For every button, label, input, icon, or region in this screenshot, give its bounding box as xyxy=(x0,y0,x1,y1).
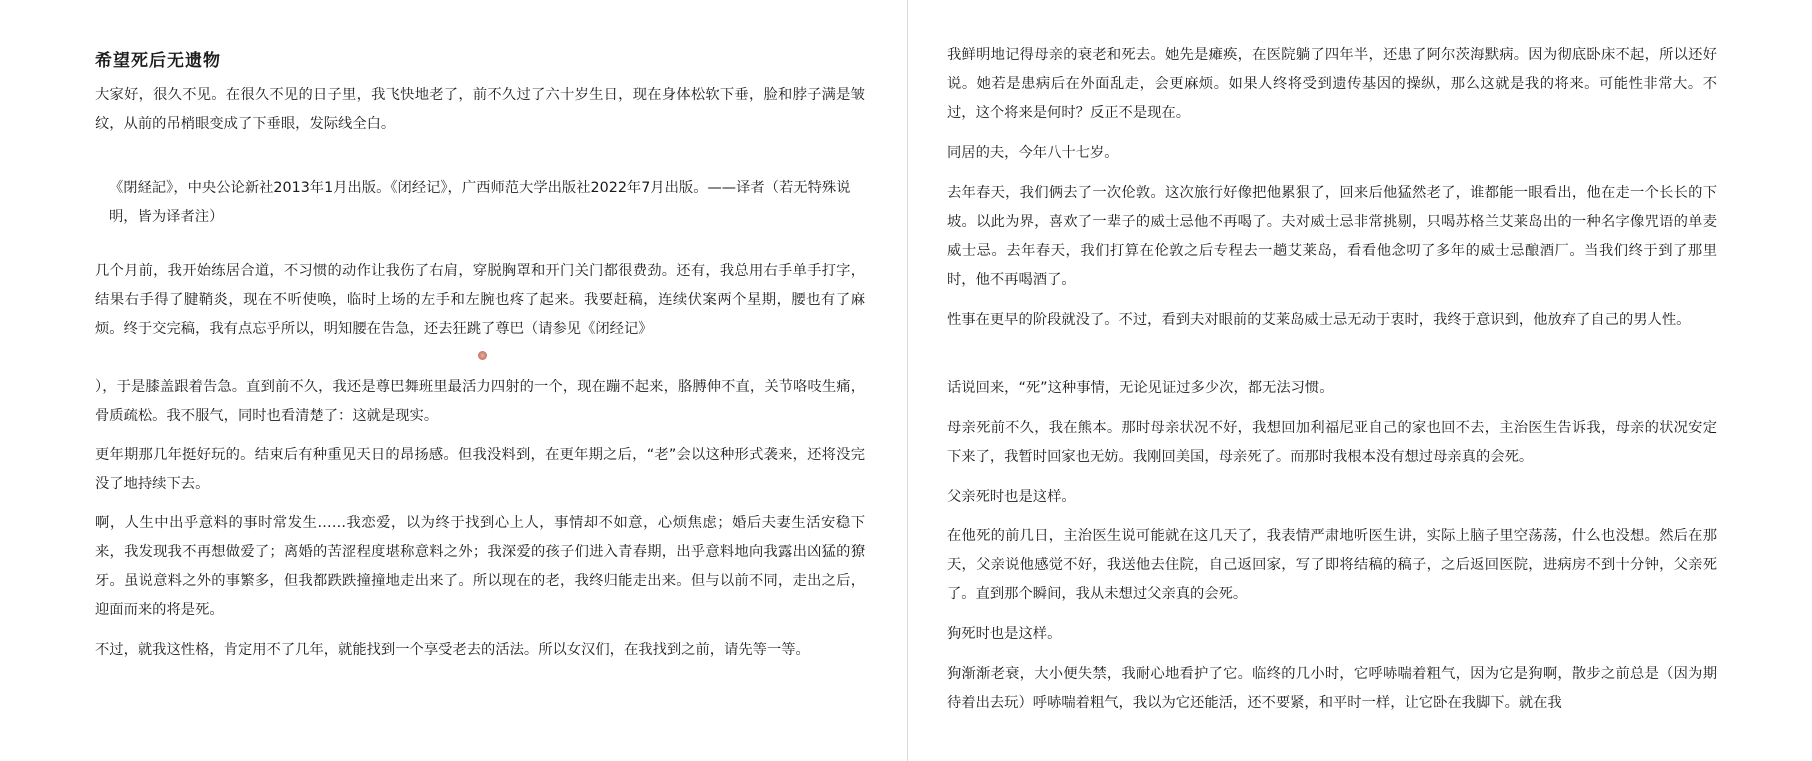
paragraph-mother-death: 母亲死前不久，我在熊本。那时母亲状况不好，我想回加利福尼亚自己的家也回不去，主治医生告诉我，母亲的状况安定下来了，我暂时回家也无妨。我刚回美国，母亲死了。而那时我根本没有想过母亲真的会死。 xyxy=(947,420,1717,465)
footnote-translator: 《閉経記》，中央公论新社2013年1月出版。《闭经记》，广西师范大学出版社2022年7月出版。——译者（若无特殊说明，皆为译者注） xyxy=(109,180,851,225)
chapter-title: 希望死后无遗物 xyxy=(95,51,221,71)
paragraph-father-death: 在他死的前几日，主治医生说可能就在这几天了，我表情严肃地听医生讲，实际上脑子里空荡荡，什么也没想。然后在那天，父亲说他感觉不好，我送他去住院，自己返回家，写了即将结稿的稿子，之后返回医院，进病房不到十分钟，父亲死了。直到那个瞬间，我从未想过父亲真的会死。 xyxy=(947,528,1717,602)
paragraph-london-trip: 去年春天，我们俩去了一次伦敦。这次旅行好像把他累狠了，回来后他猛然老了，谁都能一眼看出，他在走一个长长的下坡。以此为界，喜欢了一辈子的威士忌他不再喝了。夫对威士忌非常挑剔，只喝苏格兰艾莱岛出的一种名字像咒语的单麦威士忌。去年春天，我们打算在伦敦之后专程去一趟艾莱岛，看看他念叨了多年的威士忌酿酒厂。当我们终于到了那里时，他不再喝酒了。 xyxy=(947,185,1717,288)
paragraph-father-same: 父亲死时也是这样。 xyxy=(947,489,1076,505)
note-marker-icon[interactable] xyxy=(478,351,487,360)
paragraph-mother-aging: 我鲜明地记得母亲的衰老和死去。她先是瘫痪，在医院躺了四年半，还患了阿尔茨海默病。因为彻底卧床不起，所以还好说。她若是患病后在外面乱走，会更麻烦。如果人终将受到遗传基因的操纵，那么这就是我的将来。可能性非常大。不过，这个将来是何时？反正不是现在。 xyxy=(947,47,1717,121)
paragraph-injuries-continued: ），于是膝盖跟着告急。直到前不久，我还是尊巴舞班里最活力四射的一个，现在蹦不起来，胳膊伸不直，关节咯吱生痛，骨质疏松。我不服气，同时也看清楚了：这就是现实。 xyxy=(95,379,865,424)
paragraph-injuries: 几个月前，我开始练居合道，不习惯的动作让我伤了右肩，穿脱胸罩和开门关门都很费劲。还有，我总用右手单手打字，结果右手得了腱鞘炎，现在不听使唤，临时上场的左手和左腕也疼了起来。我要赶稿，连续伏案两个星期，腰也有了麻烦。终于交完稿，我有点忘乎所以，明知腰在告急，还去狂跳了尊巴（请参见《闭经记》 xyxy=(95,263,865,337)
paragraph-husband-age: 同居的夫，今年八十七岁。 xyxy=(947,145,1119,161)
paragraph-intro: 大家好，很久不见。在很久不见的日子里，我飞快地老了，前不久过了六十岁生日，现在身体松软下垂，脸和脖子满是皱纹，从前的吊梢眼变成了下垂眼，发际线全白。 xyxy=(95,87,865,132)
paragraph-death-habit: 话说回来，“死”这种事情，无论见证过多少次，都无法习惯。 xyxy=(947,380,1334,396)
paragraph-manhood: 性事在更早的阶段就没了。不过，看到夫对眼前的艾莱岛威士忌无动于衷时，我终于意识到，他放弃了自己的男人性。 xyxy=(947,312,1691,328)
paragraph-dog-death: 狗渐渐老衰，大小便失禁，我耐心地看护了它。临终的几小时，它呼哧喘着粗气，因为它是狗啊，散步之前总是（因为期待着出去玩）呼哧喘着粗气，我以为它还能活，还不要紧，和平时一样，让它卧在我脚下。就在我 xyxy=(947,666,1717,711)
paragraph-enjoy-aging: 不过，就我这性格，肯定用不了几年，就能找到一个享受老去的活法。所以女汉们，在我找到之前，请先等一等。 xyxy=(95,642,810,658)
paragraph-menopause: 更年期那几年挺好玩的。结束后有种重见天日的昂扬感。但我没料到，在更年期之后，“老”会以这种形式袭来，还将没完没了地持续下去。 xyxy=(95,447,865,492)
paragraph-dog-same: 狗死时也是这样。 xyxy=(947,626,1062,642)
page-divider xyxy=(907,0,908,761)
paragraph-unexpected: 啊，人生中出乎意料的事时常发生……我恋爱，以为终于找到心上人，事情却不如意，心烦焦虑；婚后夫妻生活安稳下来，我发现我不再想做爱了；离婚的苦涩程度堪称意料之外；我深爱的孩子们进入青春期，出乎意料地向我露出凶猛的獠牙。虽说意料之外的事繁多，但我都跌跌撞撞地走出来了。所以现在的老，我终归能走出来。但与以前不同，走出之后，迎面而来的将是死。 xyxy=(95,515,865,618)
